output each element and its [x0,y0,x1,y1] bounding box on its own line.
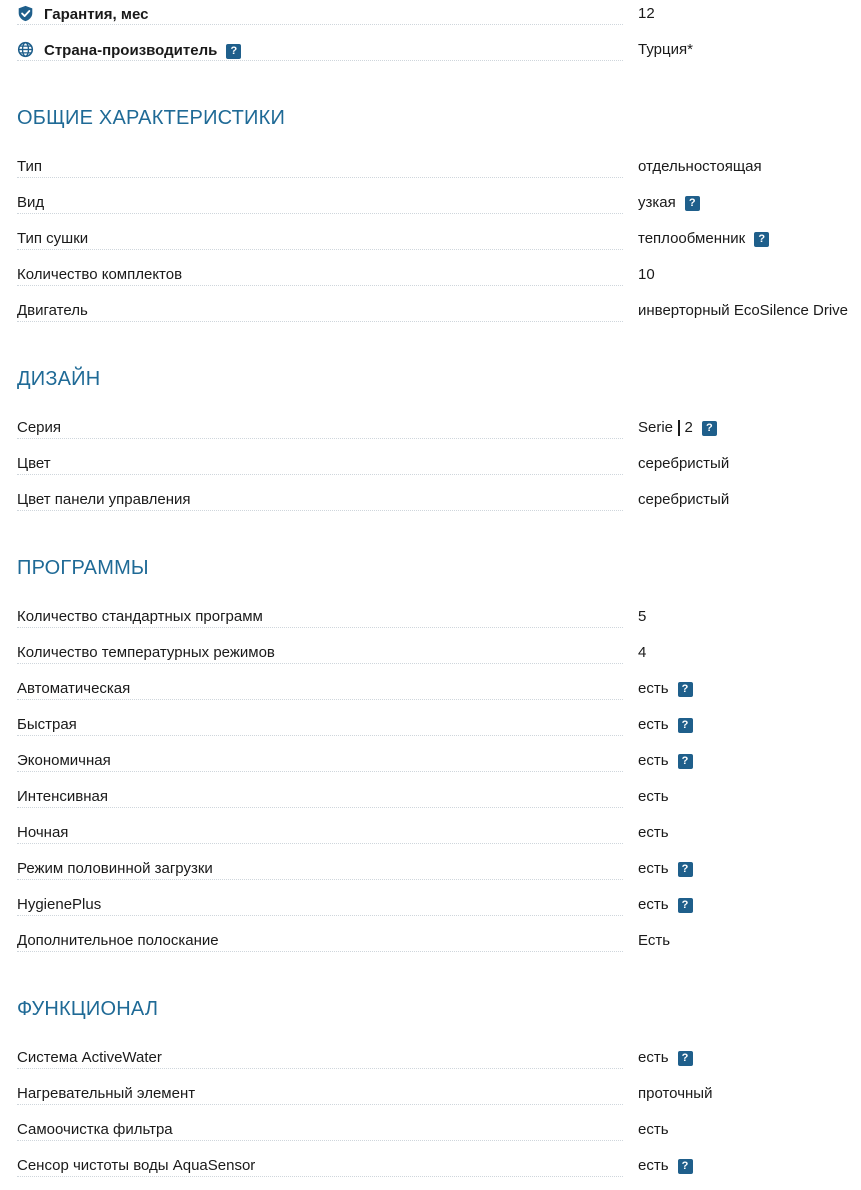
help-icon[interactable]: ? [678,718,693,733]
spec-label: Ночная [17,824,74,842]
shield-check-icon [17,5,34,22]
spec-value: узкая ? [638,194,700,212]
dotted-leader [17,1104,623,1105]
spec-row-country [0,32,861,68]
spec-label: Самоочистка фильтра [17,1121,179,1139]
spec-value: Serie 2 ? [638,419,717,437]
spec-label: Гарантия, мес [17,5,154,24]
spec-value: серебристый [638,455,730,472]
spec-value: есть ? [638,1049,693,1067]
dotted-leader [17,1068,623,1069]
dotted-leader [17,843,623,844]
spec-row [0,707,861,743]
spec-label: Количество температурных режимов [17,644,281,662]
spec-label: Интенсивная [17,788,114,806]
spec-label: Тип сушки [17,230,94,248]
dotted-leader [17,177,623,178]
dotted-leader [17,285,623,286]
section-title-general: ОБЩИЕ ХАРАКТЕРИСТИКИ [17,107,286,129]
dotted-leader [17,915,623,916]
help-icon[interactable]: ? [678,1051,693,1066]
spec-row-warranty [0,0,861,32]
dotted-leader [17,807,623,808]
dotted-leader [17,510,623,511]
dotted-leader [17,1140,623,1141]
spec-row [0,446,861,482]
spec-label: Двигатель [17,302,94,320]
spec-label: Дополнительное полоскание [17,932,225,950]
spec-row [0,815,861,851]
dotted-leader [17,771,623,772]
spec-value: 4 [638,644,647,661]
spec-value: есть [638,824,669,841]
spec-row [0,887,861,923]
help-icon[interactable]: ? [678,898,693,913]
dotted-leader [17,60,623,61]
spec-label: Автоматическая [17,680,136,698]
spec-value: есть ? [638,896,693,914]
spec-row [0,293,861,329]
spec-label: Система ActiveWater [17,1049,168,1067]
spec-value: 12 [638,5,655,22]
spec-value: есть ? [638,752,693,770]
spec-label: Быстрая [17,716,83,734]
dotted-leader [17,735,623,736]
spec-value: Есть [638,932,671,949]
globe-icon [17,41,34,58]
spec-row [0,635,861,671]
spec-value: инверторный EcoSilence Drive [638,302,849,319]
spec-label: Вид [17,194,50,212]
help-icon[interactable]: ? [678,682,693,697]
dotted-leader [17,699,623,700]
dotted-leader [17,663,623,664]
dotted-leader [17,879,623,880]
spec-label: Сенсор чистоты воды AquaSensor [17,1157,261,1175]
spec-value: 5 [638,608,647,625]
spec-value: есть ? [638,680,693,698]
spec-value: есть [638,788,669,805]
spec-row [0,482,861,518]
help-icon[interactable]: ? [685,196,700,211]
dotted-leader [17,951,623,952]
spec-label: HygienePlus [17,896,107,914]
spec-row [0,185,861,221]
spec-row [0,743,861,779]
dotted-leader [17,474,623,475]
spec-row [0,671,861,707]
spec-value: серебристый [638,491,730,508]
dotted-leader [17,321,623,322]
spec-value: отдельностоящая [638,158,762,175]
spec-row [0,257,861,293]
dotted-leader [17,627,623,628]
spec-value: проточный [638,1085,713,1102]
dotted-leader [17,24,623,25]
spec-value: Турция* [638,41,693,58]
dotted-leader [17,1176,623,1177]
spec-row [0,923,861,959]
spec-row [0,599,861,635]
spec-value: есть ? [638,1157,693,1175]
spec-label: Цвет [17,455,57,473]
help-icon[interactable]: ? [678,1159,693,1174]
help-icon[interactable]: ? [678,754,693,769]
spec-label: Экономичная [17,752,117,770]
spec-row [0,149,861,185]
spec-label: Цвет панели управления [17,491,196,509]
serie-divider [678,420,680,436]
spec-label: Количество стандартных программ [17,608,269,626]
spec-row [0,1076,861,1112]
section-title-programs: ПРОГРАММЫ [17,557,149,579]
spec-row [0,1112,861,1148]
spec-value: теплообменник ? [638,230,769,248]
spec-row [0,779,861,815]
spec-row [0,1040,861,1076]
spec-label: Серия [17,419,67,437]
spec-value: есть [638,1121,669,1138]
dotted-leader [17,249,623,250]
spec-value: есть ? [638,716,693,734]
section-title-features: ФУНКЦИОНАЛ [17,998,159,1020]
spec-value: есть ? [638,860,693,878]
spec-row [0,221,861,257]
dotted-leader [17,438,623,439]
help-icon[interactable]: ? [754,232,769,247]
section-title-design: ДИЗАЙН [17,368,101,390]
spec-label: Нагревательный элемент [17,1085,201,1103]
spec-label: Количество комплектов [17,266,188,284]
spec-row [0,851,861,887]
spec-row [0,1148,861,1184]
spec-row [0,410,861,446]
spec-value: 10 [638,266,655,283]
spec-label: Страна-производитель ? [17,41,247,60]
help-icon[interactable]: ? [226,44,241,59]
help-icon[interactable]: ? [702,421,717,436]
dotted-leader [17,213,623,214]
spec-label: Режим половинной загрузки [17,860,219,878]
help-icon[interactable]: ? [678,862,693,877]
spec-label: Тип [17,158,48,176]
